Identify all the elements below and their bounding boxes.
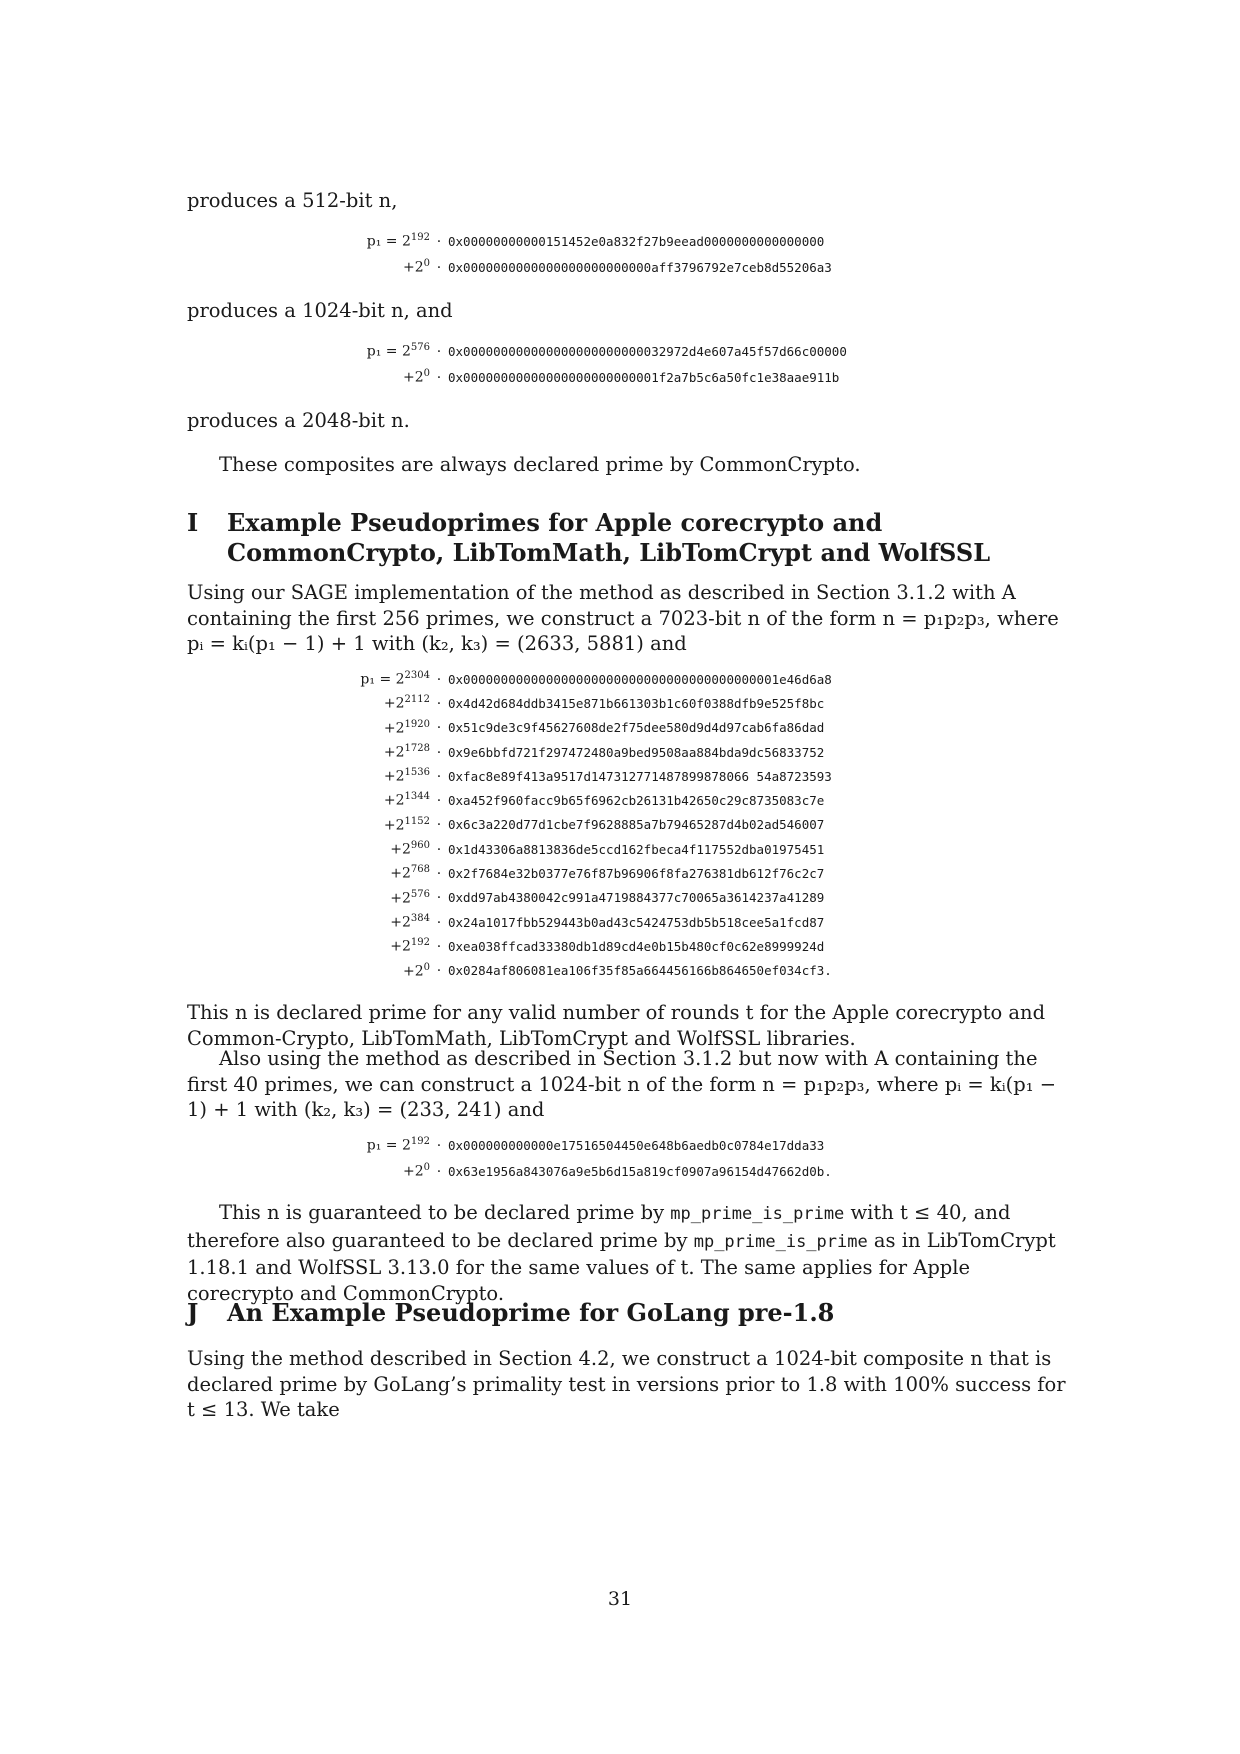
equation-row: $p_1 = 2^{192}$ · 0x00000000000151452e0a832f27b9eead0000000000000000 <box>366 232 825 250</box>
equation-row: $+2^{1920}$ · 0x51c9de3c9f45627608de2f75dee580d9d4d97cab6fa86dad <box>383 718 825 737</box>
equation-7023 <box>340 670 832 986</box>
page-number: 31 <box>607 1588 633 1610</box>
equation-512 <box>340 232 832 284</box>
section-j-para-1: Using the method described in Section 4.2, we construct a 1024-bit composite n that is declared prime by GoLang’s primality test in versions prior to 1.8 with 100% success for t ≤ 13. We take <box>187 1347 1066 1421</box>
code-mp-prime-is-prime: mp_prime_is_prime <box>670 1204 845 1224</box>
section-heading-j: J An Example Pseudoprime for GoLang pre-1.8 <box>187 1298 835 1327</box>
equation-row: $+2^{2112}$ · 0x4d42d684ddb3415e871b661303b1c60f0388dfb9e525f8bc <box>383 694 825 712</box>
equation-row: $+2^{1728}$ · 0x9e6bbfd721f297472480a9bed9508aa884bda9dc56833752 <box>383 742 825 761</box>
text-produces-2048: produces a 2048-bit n. <box>187 409 410 432</box>
equation-row: $+2^{576}$ · 0xdd97ab4380042c991a4719884377c70065a3614237a41289 <box>390 888 825 907</box>
equation-row: $+2^{768}$ · 0x2f7684e32b0377e76f87b96906f8fa276381db612f76c2c7 <box>390 864 825 883</box>
section-i-para-2: This n is declared prime for any valid number of rounds t for the Apple corecrypto and Common-Crypto, LibTomMath, LibTomCrypt and WolfSSL libraries. <box>187 1001 1046 1050</box>
equation-row: $+2^0$ · 0x00000000000000000000000001f2a7b5c6a50fc1e38aae911b <box>402 368 840 386</box>
equation-row: $+2^{1152}$ · 0x6c3a220d77d1cbe7f9628885a7b79465287d4b02ad546007 <box>383 815 825 834</box>
section-heading-i: I Example Pseudoprimes for Apple corecrypto and CommonCrypto, LibTomMath, LibTomCrypt and WolfSSL <box>187 508 991 567</box>
equation-row: $+2^0$ · 0x63e1956a843076a9e5b6d15a819cf0907a96154d47662d0b. <box>402 1162 832 1180</box>
equation-1024 <box>340 342 847 394</box>
equation-row: $+2^{384}$ · 0x24a1017fbb529443b0ad43c5424753db5b518cee5a1fcd87 <box>390 912 825 931</box>
equation-row: $p_1 = 2^{2304}$ · 0x000000000000000000000000000000000000000001e46d6a8 <box>360 670 832 688</box>
equation-row: $p_1 = 2^{192}$ · 0x000000000000e17516504450e648b6aedb0c0784e17dda33 <box>366 1136 825 1154</box>
section-i-para-4: This n is guaranteed to be declared prime by mp_prime_is_prime with t ≤ 40, and therefore also guaranteed to be declared prime by mp_prime_is_prime as in LibTomCrypt 1.18.1 and WolfSSL 3.13.0 for the same values of t. The same applies for Apple corecrypto and CommonCrypto. <box>187 1201 1056 1305</box>
code-mp-prime-is-prime: mp_prime_is_prime <box>693 1231 868 1252</box>
text-always-prime: These composites are always declared prime by CommonCrypto. <box>219 453 861 476</box>
section-i-para-3: Also using the method as described in Section 3.1.2 but now with A containing the first 40 primes, we can construct a 1024-bit n of the form n = p₁p₂p₃, where pᵢ = kᵢ(p₁ − 1) + 1 with (k₂, k₃) = (233, 241) and <box>187 1047 1057 1121</box>
equation-row: $+2^0$ · 0x0284af806081ea106f35f85a664456166b864650ef034cf3. <box>402 961 832 980</box>
equation-row: $+2^{1344}$ · 0xa452f960facc9b65f6962cb26131b42650c29c8735083c7e <box>383 791 825 810</box>
equation-row: $+2^{960}$ · 0x1d43306a8813836de5ccd162fbeca4f117552dba01975451 <box>390 840 825 858</box>
equation-1024b <box>340 1136 832 1188</box>
equation-row: $p_1 = 2^{576}$ · 0x000000000000000000000000032972d4e607a45f57d66c00000 <box>366 342 847 360</box>
section-i-para-1: Using our SAGE implementation of the method as described in Section 3.1.2 with A containing the first 256 primes, we construct a 7023-bit n of the form n = p₁p₂p₃, where pᵢ = kᵢ(p₁ − 1) + 1 with (k₂, k₃) = (2633, 5881) and <box>187 581 1059 655</box>
text-produces-512: produces a 512-bit n, <box>187 189 398 212</box>
equation-row: $+2^0$ · 0x0000000000000000000000000aff3796792e7ceb8d55206a3 <box>402 258 832 276</box>
equation-row: $+2^{1536}$ · 0xfac8e89f413a9517d147312771487899878066 54a8723593 <box>383 767 832 785</box>
text-produces-1024: produces a 1024-bit n, and <box>187 299 453 322</box>
equation-row: $+2^{192}$ · 0xea038ffcad33380db1d89cd4e0b15b480cf0c62e8999924d <box>390 937 825 955</box>
